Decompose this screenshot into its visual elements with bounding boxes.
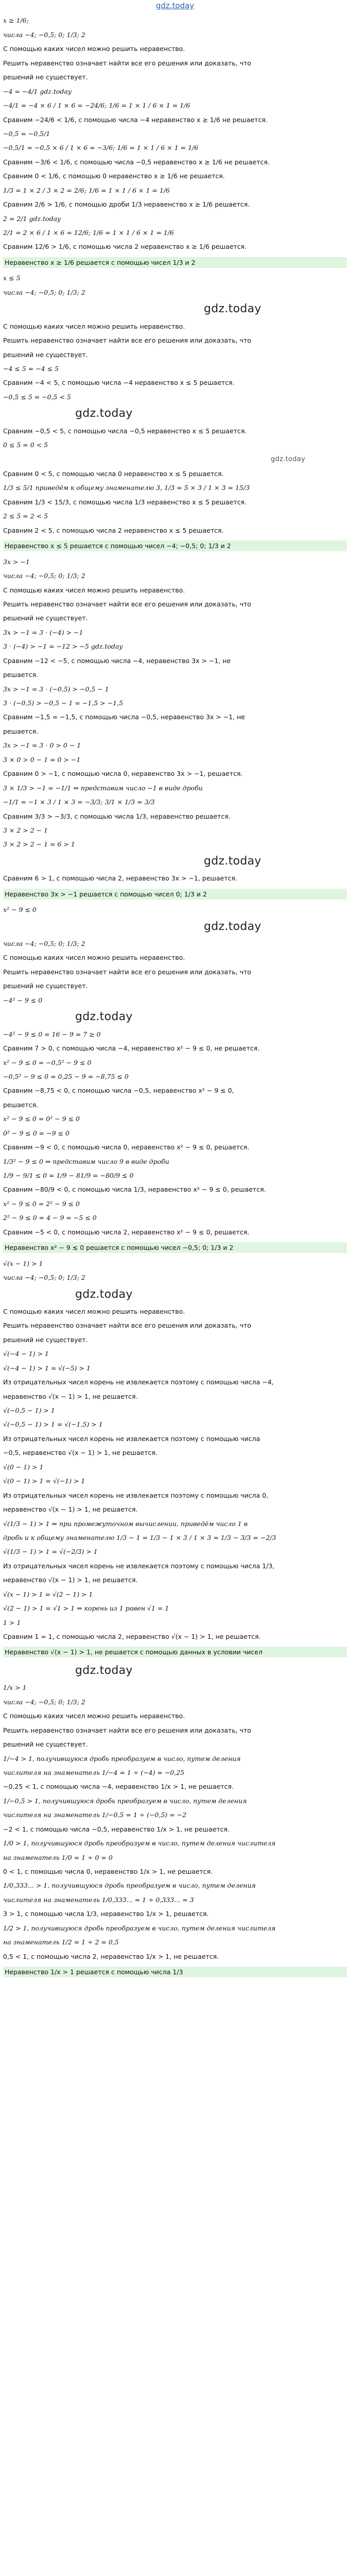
math-line: 3x > −1 = 3 ⋅ (−4) > −1 — [3, 628, 83, 636]
math-line: √(−4 − 1) > 1 — [3, 1350, 49, 1358]
math-line: 3 ⋅ (−4) > −1 = −12 > −5 gdz.today — [3, 642, 123, 651]
math-line: 1/−0,5 > 1, получившуюся дробь преобразуем в число, путем деления — [3, 1797, 247, 1805]
math-line: 1/0 > 1, получившуюся дробь преобразуем в число, путем деления числителя — [3, 1839, 276, 1848]
text-line: Решить неравенство означает найти все его решения или доказать, что — [3, 968, 251, 976]
answer-highlight: Неравенство 3x > −1 решается с помощью чисел 0; 1/3 и 2 — [3, 889, 347, 900]
math-line: −0,5/1 = −0,5 × 6 / 1 × 6 = −3/6; 1/6 = 1 × 1 / 6 × 1 = 1/6 — [3, 144, 199, 152]
math-line: 1 > 1 — [3, 1618, 21, 1626]
solution-content — [3, 16, 347, 1977]
text-line: Из отрицательных чисел корень не извлекается поэтому с помощью числа 0, — [3, 1491, 269, 1499]
math-line: 1/0,333... > 1, получившуюся дробь преобразуем в число, путем деления — [3, 1882, 256, 1890]
math-line: −4 = −4/1 gdz.today — [3, 87, 72, 95]
text-line: Сравним 1 = 1, с помощью числа 2, неравенство √(x − 1) > 1, не решается. — [3, 1633, 261, 1640]
watermark-text: gdz.today — [204, 302, 261, 316]
math-line: 1/3² − 9 ≤ 0 ⇒ представим число 9 в виде дроби — [3, 1157, 169, 1165]
text-line: Сравним 0 < 5, с помощью числа 0 неравенство x ≤ 5 решается. — [3, 470, 224, 478]
math-line: −4 ≤ 5 = −4 ≤ 5 — [3, 364, 59, 372]
math-line: √(−4 − 1) > 1 = √(−5) > 1 — [3, 1364, 91, 1372]
math-line: числа −4; −0,5; 0; 1/3; 2 — [3, 30, 85, 39]
answer-highlight: Неравенство x² − 9 ≤ 0 решается с помощью чисел −0,5; 0; 1/3 и 2 — [3, 1242, 347, 1253]
math-line: 2 ≤ 5 = 2 < 5 — [3, 512, 48, 520]
math-line: числа −4; −0,5; 0; 1/3; 2 — [3, 288, 85, 296]
text-line: −0,25 < 1, с помощью числа −4, неравенство 1/x > 1, не решается. — [3, 1783, 234, 1791]
text-line: −0,5, неравенство √(x − 1) > 1, не решается. — [3, 1449, 157, 1457]
math-line: 1/3 ≤ 5/1 приведём к общему знаменателю 3, 1/3 = 5 × 3 / 1 × 3 = 15/3 — [3, 484, 250, 492]
text-line: С помощью каких чисел можно решить неравенство. — [3, 586, 185, 594]
watermark-text: gdz.today — [204, 854, 261, 868]
text-line: Сравним 3/3 > −3/3, с помощью числа 1/3, неравенство решается. — [3, 812, 231, 820]
math-line: √(−0,5 − 1) > 1 = √(−1,5) > 1 — [3, 1420, 103, 1429]
text-line: неравенство √(x − 1) > 1, не решается. — [3, 1505, 138, 1514]
math-line: числителя на знаменатель 1/−0,5 = 1 ÷ (−0,5) = −2 — [3, 1811, 187, 1819]
math-line: 3x > −1 = 3 ⋅ 0 > 0 − 1 — [3, 741, 81, 750]
text-line: 0,5 < 1, с помощью числа 2, неравенство 1/x > 1, не решается. — [3, 1952, 219, 1960]
text-line: Сравним 0 > −1, с помощью числа 0, неравенство 3x > −1, решается. — [3, 770, 243, 778]
text-line: решается. — [3, 671, 39, 679]
math-line: 0 ≤ 5 = 0 < 5 — [3, 441, 48, 449]
math-line: 1/9 − 9/1 ≤ 0 = 1/9 − 81/9 = −80/9 ≤ 0 — [3, 1172, 134, 1179]
text-line: −2 < 1, с помощью числа −0,5, неравенство 1/x > 1, не решается. — [3, 1825, 230, 1833]
math-line: −0,5 ≤ 5 = −0,5 < 5 — [3, 393, 71, 401]
math-line: числителя на знаменатель 1/−4 = 1 ÷ (−4) = −0,25 — [3, 1768, 185, 1776]
math-line: числа −4; −0,5; 0; 1/3; 2 — [3, 1274, 85, 1282]
math-line: −4/1 = −4 × 6 / 1 × 6 = −24/6; 1/6 = 1 × 1 / 6 × 1 = 1/6 — [3, 101, 190, 110]
math-line: числителя на знаменатель 1/0,333... = 1 ÷ 0,333... = 3 — [3, 1895, 194, 1904]
text-line: Сравним 0 < 1/6, с помощью 0 неравенство x ≥ 1/6 не решается. — [3, 172, 225, 180]
watermark-text: gdz.today — [75, 1010, 133, 1024]
text-line: С помощью каких чисел можно решить неравенство. — [3, 954, 185, 962]
text-line: Сравним 2/6 > 1/6, с помощью дроби 1/3 неравенство x ≥ 1/6 решается. — [3, 200, 250, 209]
text-line: С помощью каких чисел можно решить неравенство. — [3, 1307, 185, 1315]
math-line: числа −4; −0,5; 0; 1/3; 2 — [3, 940, 85, 947]
text-line: решений не существует. — [3, 1740, 88, 1749]
text-line: Сравним 12/6 > 1/6, с помощью числа 2 неравенство x ≥ 1/6 решается. — [3, 243, 247, 251]
text-line: решений не существует. — [3, 982, 88, 990]
math-line: 1/2 > 1, получившуюся дробь преобразуем в число, путем деления числителя — [3, 1924, 276, 1932]
math-line: √(x − 1) > 1 — [3, 1259, 43, 1267]
text-line: Сравним −80/9 < 0, с помощью числа 1/3, неравенство x² − 9 ≤ 0, решается. — [3, 1185, 266, 1194]
text-line: Решить неравенство означает найти все его решения или доказать, что — [3, 600, 251, 608]
text-line: Сравним 6 > 1, с помощью числа 2, неравенство 3x > −1, решается. — [3, 874, 237, 883]
math-line: x² − 9 ≤ 0 — [3, 906, 37, 914]
watermark-text: gdz.today — [75, 1664, 133, 1677]
watermark-text: gdz.today — [75, 1287, 133, 1301]
math-line: √(1/3 − 1) > 1 = √(−2/3) > 1 — [3, 1548, 98, 1556]
math-line: x² − 9 ≤ 0 = 0² − 9 ≤ 0 — [3, 1115, 80, 1123]
math-line: √(0 − 1) > 1 = √(−1) > 1 — [3, 1477, 85, 1485]
text-line: Из отрицательных чисел корень не извлекается поэтому с помощью числа — [3, 1434, 260, 1443]
answer-highlight: Неравенство x ≥ 1/6 решается с помощью чисел 1/3 и 2 — [3, 257, 347, 268]
text-line: 3 > 1, с помощью числа 1/3, неравенство 1/x > 1, решается. — [3, 1910, 209, 1918]
math-line: 1/x > 1 — [3, 1684, 27, 1692]
text-line: неравенство √(x − 1) > 1, не решается. — [3, 1392, 138, 1400]
text-line: Сравним −4 < 5, с помощью числа −4 неравенство x ≤ 5 решается. — [3, 379, 235, 387]
math-line: 3x > −1 = 3 ⋅ (−0,5) > −0,5 − 1 — [3, 685, 109, 693]
text-line: С помощью каких чисел можно решить неравенство. — [3, 322, 185, 330]
math-line: 3 ⋅ (−0,5) > −0,5 − 1 = −1,5 > −1,5 — [3, 699, 123, 707]
text-line: Сравним −1,5 = −1,5, с помощью числа −0,5, неравенство 3x > −1, не — [3, 713, 245, 721]
text-line: Сравним −0,5 < 5, с помощью числа −0,5 неравенство x ≤ 5 решается. — [3, 427, 247, 435]
math-line: √(0 − 1) > 1 — [3, 1463, 44, 1471]
math-line: √(−0,5 − 1) > 1 — [3, 1406, 55, 1414]
text-line: решается. — [3, 727, 39, 735]
text-line: решений не существует. — [3, 1335, 88, 1344]
text-line: неравенство √(x − 1) > 1, не решается. — [3, 1576, 138, 1584]
math-line: дробь и к общему знаменателю 1/3 − 1 = 1/3 − 1 × 3 / 1 × 3 = 1/3 − 3/3 = −2/3 — [3, 1533, 276, 1541]
math-line: 3 × 0 > 0 − 1 = 0 > −1 — [3, 755, 81, 764]
math-line: −1/1 = −1 × 3 / 1 × 3 = −3/3; 3/1 × 1/3 = 3/3 — [3, 798, 155, 806]
math-line: x² − 9 ≤ 0 = 2² − 9 ≤ 0 — [3, 1199, 80, 1208]
text-line: Решить неравенство означает найти все его решения или доказать, что — [3, 336, 251, 345]
math-line: √(2 − 1) > 1 = √1 > 1 ⇒ корень из 1 равен √1 = 1 — [3, 1604, 169, 1613]
text-line: Решить неравенство означает найти все его решения или доказать, что — [3, 1321, 251, 1330]
math-line: 2² − 9 ≤ 0 = 4 − 9 = −5 ≤ 0 — [3, 1214, 97, 1222]
math-line: 1/−4 > 1, получившуюся дробь преобразуем в число, путем деления — [3, 1754, 241, 1762]
text-line: Из отрицательных чисел корень не извлекается поэтому с помощью числа 1/3, — [3, 1562, 275, 1570]
math-line: на знаменатель 1/2 = 1 ÷ 2 = 0,5 — [3, 1938, 119, 1946]
math-line: x² − 9 ≤ 0 = −0,5² − 9 ≤ 0 — [3, 1058, 92, 1066]
math-line: числа −4; −0,5; 0; 1/3; 2 — [3, 1698, 85, 1706]
math-line: x ≥ 1/6; — [3, 16, 29, 25]
text-line: Сравним −3/6 < 1/6, с помощью числа −0,5 неравенство x ≥ 1/6 не решается. — [3, 158, 270, 166]
text-line: Из отрицательных чисел корень не извлекается поэтому с помощью числа −4, — [3, 1378, 274, 1386]
text-line: решений не существует. — [3, 350, 88, 359]
watermark-text: gdz.today — [204, 920, 261, 933]
watermark-text: gdz.today — [75, 407, 133, 420]
math-line: 3 × 1/3 > −1 = −1/1 ⇒ представим число −1 в виде дроби — [3, 784, 203, 792]
math-line: 1/3 = 1 × 2 / 3 × 2 = 2/6; 1/6 = 1 × 1 / 6 × 1 = 1/6 — [3, 186, 170, 194]
answer-highlight: Неравенство x ≤ 5 решается с помощью чисел −4; −0,5; 0; 1/3 и 2 — [3, 540, 347, 551]
text-line: Сравним −9 < 0, с помощью числа 0, неравенство x² − 9 ≤ 0, решается. — [3, 1143, 250, 1151]
site-header-link[interactable]: gdz.today — [155, 1, 195, 10]
math-line: 2 = 2/1 gdz.today — [3, 214, 61, 223]
math-line: −4² − 9 ≤ 0 — [3, 996, 43, 1004]
math-line: −0,5 = −0,5/1 — [3, 129, 50, 138]
math-line: 0² − 9 ≤ 0 = −9 ≤ 0 — [3, 1129, 69, 1137]
text-line: С помощью каких чисел можно решить неравенство. — [3, 1712, 185, 1720]
answer-highlight: Неравенство √(x − 1) > 1, не решается с помощью данных в условии чисел — [3, 1647, 347, 1657]
text-line: Сравним −8,75 < 0, с помощью числа −0,5, неравенство x² − 9 ≤ 0, — [3, 1087, 234, 1095]
math-line: x ≤ 5 — [3, 274, 21, 282]
text-line: Сравним −5 < 0, с помощью числа 2, неравенство x² − 9 ≤ 0, решается. — [3, 1228, 250, 1236]
text-line: Сравним 1/3 < 15/3, с помощью числа 1/3 неравенство x ≤ 5 решается. — [3, 498, 247, 506]
math-line: 3 × 2 > 2 − 1 — [3, 826, 48, 834]
text-line: Сравним −24/6 < 1/6, с помощью числа −4 неравенство x ≥ 1/6 не решается. — [3, 115, 268, 124]
text-line: Сравним −12 < −5, с помощью числа −4, неравенство 3x > −1, не — [3, 656, 231, 665]
text-line: Сравним 7 > 0, с помощью числа −4, неравенство x² − 9 ≤ 0, не решается. — [3, 1044, 260, 1053]
text-line: Решить неравенство означает найти все его решения или доказать, что — [3, 59, 251, 67]
math-line: числа −4; −0,5; 0; 1/3; 2 — [3, 572, 85, 580]
math-line: 3 × 2 > 2 − 1 = 6 > 1 — [3, 840, 75, 849]
math-line: на знаменатель 1/0 = 1 ÷ 0 = 0 — [3, 1853, 113, 1861]
text-line: С помощью каких чисел можно решить неравенство. — [3, 45, 185, 53]
math-line: √(x − 1) > 1 = √(2 − 1) > 1 — [3, 1590, 93, 1598]
text-line: Решить неравенство означает найти все его решения или доказать, что — [3, 1726, 251, 1734]
watermark-text: gdz.today — [271, 455, 306, 463]
text-line: 0 < 1, с помощью числа 0, неравенство 1/x > 1, не решается. — [3, 1868, 213, 1875]
math-line: √(1/3 − 1) > 1 ⇒ при промежуточном вычислении, приведём число 1 в — [3, 1519, 248, 1528]
text-line: Сравним 2 < 5, с помощью числа 2 неравенство x ≤ 5 решается. — [3, 526, 224, 534]
text-line: решений не существует. — [3, 614, 88, 622]
text-line: решается. — [3, 1100, 39, 1109]
answer-highlight: Неравенство 1/x > 1 решается с помощью числа 1/3 — [3, 1967, 347, 1977]
math-line: 3x > −1 — [3, 557, 30, 566]
text-line: решений не существует. — [3, 73, 88, 81]
math-line: 2/1 = 2 × 6 / 1 × 6 = 12/6; 1/6 = 1 × 1 / 6 × 1 = 1/6 — [3, 229, 174, 236]
math-line: −4² − 9 ≤ 0 = 16 − 9 = 7 ≥ 0 — [3, 1030, 101, 1038]
math-line: −0,5² − 9 ≤ 0 = 0,25 − 9 = −8,75 ≤ 0 — [3, 1072, 129, 1080]
